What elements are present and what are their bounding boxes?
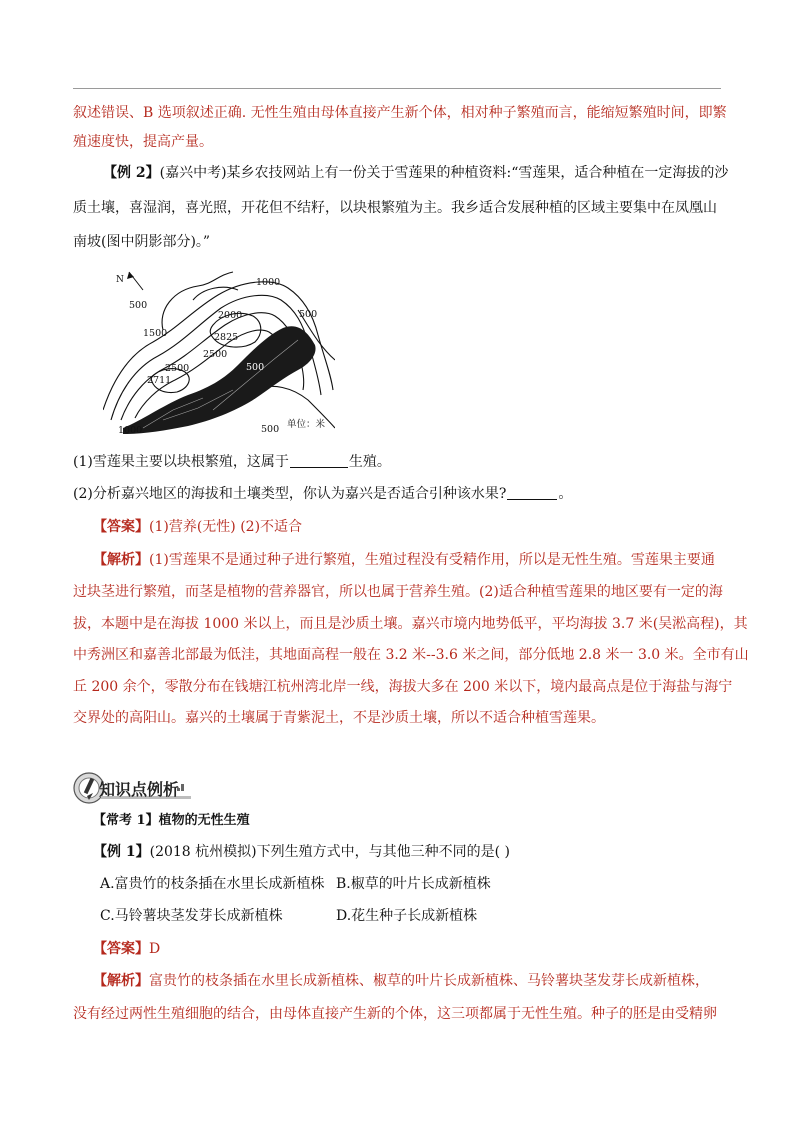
contour-label: 2500 <box>203 349 228 360</box>
example1-question: 【例 1】(2018 杭州模拟)下列生殖方式中，与其他三种不同的是( ) <box>93 844 511 860</box>
contour-label: 500 <box>261 424 280 435</box>
contour-label: 1000 <box>118 425 143 436</box>
section-heading <box>73 770 193 806</box>
example1-tag: 【例 1】 <box>93 844 150 860</box>
example2-analysis-line-6: 交界处的高阳山。嘉兴的土壤属于青紫泥土，不是沙质土壤，所以不适合种植雪莲果。 <box>73 710 605 726</box>
answer-blank-1 <box>290 453 348 468</box>
example1-analysis-line-1: 【解析】富贵竹的枝条插在水里长成新植株、椒草的叶片长成新植株、马铃薯块茎发芽长成新植株， <box>93 973 709 989</box>
answer-blank-2 <box>507 485 557 500</box>
example1-analysis-line-2: 没有经过两性生殖细胞的结合，由母体直接产生新的个体，这三项都属于无性生殖。种子的胚是由受精卵 <box>73 1006 717 1022</box>
contour-label: 1000 <box>256 277 281 288</box>
intro-line-1: 叙述错误、B 选项叙述正确. 无性生殖由母体直接产生新个体，相对种子繁殖而言，能缩短繁殖时间，即繁 <box>73 105 727 121</box>
contour-label: 500 <box>246 362 265 373</box>
north-arrow-label: N <box>116 275 124 285</box>
contour-label: 500 <box>299 309 318 320</box>
example2-answer: 【答案】(1)营养(无性) (2)不适合 <box>93 519 303 535</box>
intro-line-2: 殖速度快，提高产量。 <box>73 134 213 150</box>
analysis-tag: 【解析】 <box>93 552 149 568</box>
map-unit: 单位：米 <box>287 419 326 430</box>
contour-label: 2000 <box>218 310 243 321</box>
contour-label: 500 <box>129 300 148 311</box>
option-d: D.花生种子长成新植株 <box>336 908 478 924</box>
answer-tag: 【答案】 <box>93 519 149 535</box>
example1-answer: 【答案】D <box>93 941 161 957</box>
option-a: A.富贵竹的枝条插在水里长成新植株 <box>100 876 325 892</box>
example2-line-2: 质土壤，喜湿润，喜光照，开花但不结籽，以块根繁殖为主。我乡适合发展种植的区域主要集中在凤凰山 <box>73 200 717 216</box>
section-title: 知识点例析 <box>99 780 180 799</box>
example2-text-1: (嘉兴中考)某乡农技网站上有一份关于雪莲果的种植资料:“雪莲果，适合种植在一定海拔的沙 <box>159 165 729 181</box>
contour-label: 2500 <box>165 363 190 374</box>
example2-analysis-line-5: 丘 200 余个，零散分布在钱塘江杭州湾北岸一线，海拔大多在 200 米以下，境内最高点是位于海盐与海宁 <box>73 679 733 695</box>
option-b: B.椒草的叶片长成新植株 <box>336 876 491 892</box>
example2-analysis-line-4: 中秀洲区和嘉善北部最为低洼，其地面高程一般在 3.2 米--3.6 米之间，部分低地 2.8 米一 3.0 米。全市有山 <box>73 647 749 663</box>
peak-elevation: 2825 <box>214 332 239 343</box>
example2-analysis-line-1: 【解析】(1)雪莲果不是通过种子进行繁殖，生殖过程没有受精作用，所以是无性生殖。雪莲果主要通 <box>93 552 715 568</box>
example2-tag: 【例 2】 <box>103 165 160 181</box>
peak-elevation: 2711 <box>147 375 172 386</box>
contour-map <box>103 270 335 438</box>
question-1: (1)雪莲果主要以块根繁殖，这属于 生殖。 <box>73 454 391 470</box>
changkao-1: 【常考 1】植物的无性生殖 <box>93 813 250 828</box>
example2-analysis-line-3: 拔，本题中是在海拔 1000 米以上，而且是沙质土壤。嘉兴市境内地势低平，平均海拔 3.7 米(吴淞高程)，其 <box>73 616 748 632</box>
example2-analysis-line-2: 过块茎进行繁殖，而茎是植物的营养器官，所以也属于营养生殖。(2)适合种植雪莲果的地区要有一定的海 <box>73 584 723 600</box>
example2-line-1 <box>103 163 728 183</box>
option-c: C.马铃薯块茎发芽长成新植株 <box>100 908 283 924</box>
contour-label: 1500 <box>143 328 168 339</box>
example2-line-3: 南坡(图中阴影部分)。” <box>73 234 211 250</box>
header-rule <box>73 88 721 89</box>
question-2: (2)分析嘉兴地区的海拔和土壤类型，你认为嘉兴是否适合引种该水果? 。 <box>73 486 573 502</box>
